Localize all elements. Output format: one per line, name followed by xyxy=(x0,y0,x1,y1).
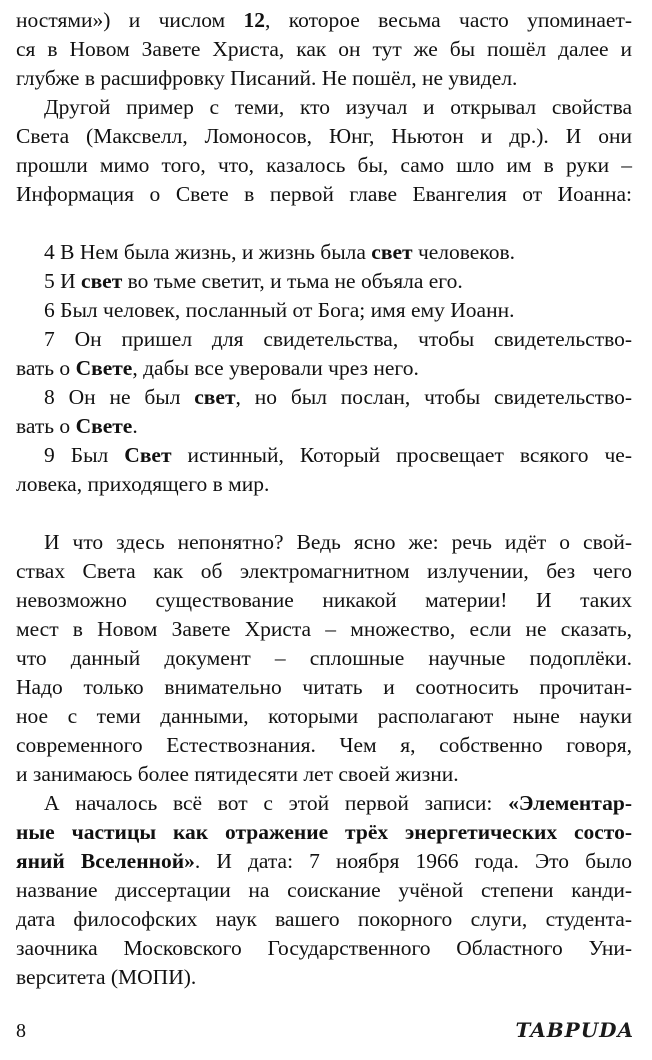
text-line: ные частицы как отражение трёх энергетических состо- xyxy=(16,820,632,844)
text-line: невозможно существование никакой материи! И таких xyxy=(16,588,632,612)
text-line: мест в Новом Завете Христа – множество, если не сказать, xyxy=(16,617,632,641)
verse-line: ловека, приходящего в мир. xyxy=(16,472,270,496)
publisher-logo: TABPUDA xyxy=(515,1018,634,1042)
text-line: И что здесь непонятно? Ведь ясно же: речь идёт о свой- xyxy=(44,530,632,554)
text-line: ное с теми данными, которыми располагают ныне науки xyxy=(16,704,632,728)
text-line: Другой пример с теми, кто изучал и открывал свойства xyxy=(44,95,632,119)
verse-line: 4 В Нем была жизнь, и жизнь была свет человеков. xyxy=(44,240,515,264)
text-line: А началось всё вот с этой первой записи: «Элементар- xyxy=(44,791,632,815)
verse-line: вать о Свете, дабы все уверовали чрез него. xyxy=(16,356,419,380)
verse-line: 9 Был Свет истинный, Который просвещает всякого че- xyxy=(44,443,632,467)
verse-line: 6 Был человек, посланный от Бога; имя ему Иоанн. xyxy=(44,298,515,322)
page-number: 8 xyxy=(16,1020,26,1042)
text-line: ностями») и числом 12, которое весьма часто упоминает- xyxy=(16,8,632,32)
verse-quote xyxy=(16,238,632,499)
text-line: заочника Московского Государственного Областного Уни- xyxy=(16,936,632,960)
text-line: Надо только внимательно читать и соотносить прочитан- xyxy=(16,675,632,699)
page-text xyxy=(16,6,632,992)
text-line: дата философских наук вашего покорного слуги, студента- xyxy=(16,907,632,931)
verse-line: вать о Свете. xyxy=(16,414,138,438)
text-line: ствах Света как об электромагнитном излучении, без чего xyxy=(16,559,632,583)
text-line: Света (Максвелл, Ломоносов, Юнг, Ньютон и др.). И они xyxy=(16,124,632,148)
text-line: и занимаюсь более пятидесяти лет своей жизни. xyxy=(16,762,459,786)
verse-line: 8 Он не был свет, но был послан, чтобы свидетельство- xyxy=(44,385,632,409)
text-line: ся в Новом Завете Христа, как он тут же бы пошёл далее и xyxy=(16,37,632,61)
verse-line: 5 И свет во тьме светит, и тьма не объяла его. xyxy=(44,269,463,293)
text-line: верситета (МОПИ). xyxy=(16,965,197,989)
text-line: что данный документ – сплошные научные подоплёки. xyxy=(16,646,632,670)
text-line: современного Естествознания. Чем я, собственно говоря, xyxy=(16,733,632,757)
text-line: название диссертации на соискание учёной степени канди- xyxy=(16,878,632,902)
verse-line: 7 Он пришел для свидетельства, чтобы свидетельство- xyxy=(44,327,632,351)
text-line: прошли мимо того, что, казалось бы, само шло им в руки – xyxy=(16,153,632,177)
text-line: глубже в расшифровку Писаний. Не пошёл, не увидел. xyxy=(16,66,518,90)
text-line: яний Вселенной». И дата: 7 ноября 1966 года. Это было xyxy=(16,849,632,873)
text-line: Информация о Свете в первой главе Евангелия от Иоанна: xyxy=(16,182,632,206)
